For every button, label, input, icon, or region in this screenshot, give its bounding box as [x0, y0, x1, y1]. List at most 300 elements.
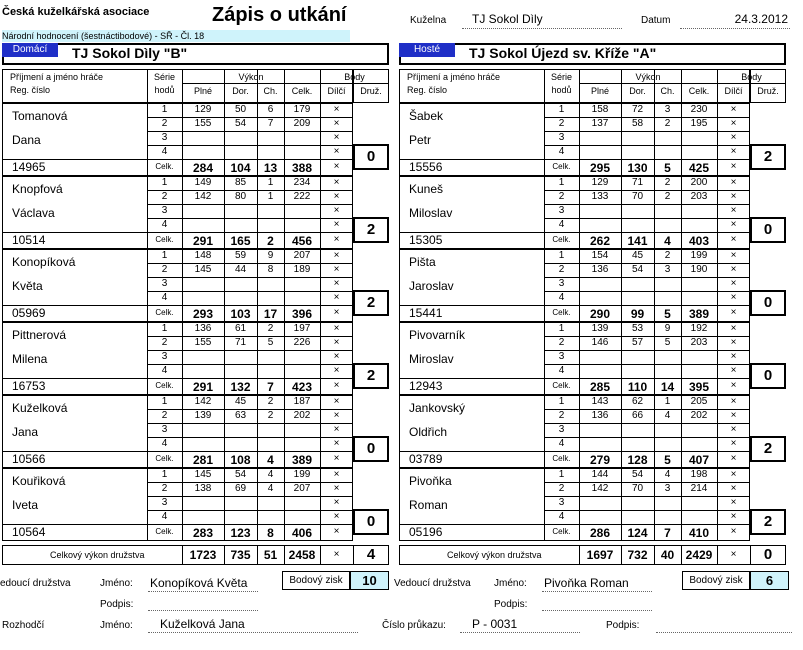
throw-cell: 4	[558, 511, 565, 522]
player-surname: Pivoňka	[409, 474, 452, 488]
throw-cell: 137	[591, 118, 609, 129]
referee-name-label: Jméno:	[100, 620, 133, 631]
subtitle-band	[2, 30, 350, 42]
dilci-cross: ×	[730, 497, 737, 508]
team-role-badge: Domácí	[2, 43, 58, 57]
dilci-cross: ×	[730, 323, 737, 334]
dilci-cross: ×	[333, 526, 340, 537]
header-subline	[182, 83, 320, 84]
dilci-cross: ×	[730, 264, 737, 275]
col-reg: Reg. číslo	[10, 85, 51, 95]
leader-sign-line	[148, 610, 258, 611]
throw-cell: 1	[161, 177, 168, 188]
dilci-cross: ×	[333, 191, 340, 202]
dilci-cross: ×	[333, 351, 340, 362]
throw-cell: 3	[161, 132, 168, 143]
throw-cell: 53	[631, 323, 644, 334]
dilci-cross: ×	[333, 469, 340, 480]
header-subline	[717, 83, 786, 84]
dilci-cross: ×	[333, 337, 340, 348]
throw-cell: 2	[558, 483, 565, 494]
player-total: 395	[688, 380, 710, 394]
throw-cell: 1	[161, 469, 168, 480]
player-total: 290	[589, 307, 611, 321]
venue-label: Kuželna	[410, 15, 447, 26]
player-total: 389	[291, 453, 313, 467]
dilci-cross: ×	[730, 146, 737, 157]
dilci-cross: ×	[730, 250, 737, 261]
throw-cell: 1	[267, 177, 274, 188]
team-total-value: 732	[627, 548, 648, 562]
total-label: Celk.	[155, 454, 174, 463]
player-points: 2	[353, 363, 389, 389]
total-label: Celk.	[552, 454, 571, 463]
dilci-cross: ×	[730, 104, 737, 115]
dilci-cross: ×	[333, 497, 340, 508]
col-body: Body	[741, 72, 762, 82]
throw-cell: 139	[194, 410, 212, 421]
player-total: 423	[291, 380, 313, 394]
player-firstname: Květa	[12, 279, 43, 293]
throw-cell: 4	[558, 146, 565, 157]
throw-cell: 2	[267, 396, 274, 407]
throw-cell: 45	[234, 396, 247, 407]
throw-cell: 202	[293, 410, 311, 421]
team-total-value: 40	[660, 548, 675, 562]
player-points: 0	[750, 290, 786, 316]
player-total: 388	[291, 161, 313, 175]
player-surname: Pivovarník	[409, 328, 466, 342]
team-role-badge: Hosté	[399, 43, 455, 57]
throw-cell: 226	[293, 337, 311, 348]
throw-cell: 3	[161, 424, 168, 435]
throw-cell: 70	[631, 483, 644, 494]
throw-cell: 9	[267, 250, 274, 261]
throw-cell: 4	[664, 469, 671, 480]
date-label: Datum	[641, 15, 671, 26]
total-label: Celk.	[552, 381, 571, 390]
dilci-cross: ×	[333, 250, 340, 261]
throw-cell: 129	[591, 177, 609, 188]
dilci-cross: ×	[333, 118, 340, 129]
dilci-cross: ×	[730, 292, 737, 303]
throw-cell: 2	[161, 483, 168, 494]
leader-sign-label: Podpis:	[100, 599, 134, 610]
dilci-cross: ×	[333, 234, 340, 245]
throw-cell: 71	[631, 177, 644, 188]
row-line	[147, 232, 353, 233]
row-line	[147, 451, 353, 452]
throw-cell: 69	[234, 483, 247, 494]
player-total: 108	[230, 453, 251, 467]
throw-cell: 2	[161, 264, 168, 275]
throw-cell: 200	[690, 177, 708, 188]
card-line	[460, 632, 580, 633]
dilci-cross: ×	[730, 219, 737, 230]
referee-label: Rozhodčí	[2, 620, 45, 631]
dilci-cross: ×	[333, 219, 340, 230]
player-reg: 12943	[409, 379, 443, 393]
player-total: 456	[291, 234, 313, 248]
player-total: 5	[664, 161, 671, 175]
throw-cell: 2	[558, 264, 565, 275]
player-firstname: Miroslav	[409, 352, 454, 366]
throw-cell: 4	[267, 483, 274, 494]
throw-cell: 54	[234, 469, 247, 480]
throw-cell: 70	[631, 191, 644, 202]
throw-cell: 190	[690, 264, 708, 275]
player-total: 425	[688, 161, 710, 175]
dilci-cross: ×	[333, 177, 340, 188]
dilci-cross: ×	[730, 438, 737, 449]
throw-cell: 2	[161, 191, 168, 202]
player-total: 279	[589, 453, 611, 467]
referee-sign-label: Podpis:	[606, 620, 640, 631]
dilci-cross: ×	[333, 104, 340, 115]
player-surname: Pišta	[409, 255, 436, 269]
throw-cell: 222	[293, 191, 311, 202]
team-total-points: 0	[763, 546, 773, 563]
player-total: 141	[627, 234, 648, 248]
dilci-cross: ×	[730, 337, 737, 348]
dilci-cross: ×	[730, 453, 737, 464]
player-points: 2	[750, 509, 786, 535]
row-line	[544, 305, 750, 306]
throw-cell: 1	[267, 191, 274, 202]
subtitle: Národní hodnocení (šestnáctibodové) - SŘ - Čl. 18	[2, 31, 205, 41]
player-total: 410	[688, 526, 710, 540]
throw-cell: 58	[631, 118, 644, 129]
col-dilci: Dílčí	[724, 86, 743, 96]
dilci-cross: ×	[333, 132, 340, 143]
header-subline	[579, 83, 717, 84]
player-surname: Kuželková	[12, 401, 68, 415]
dilci-cross: ×	[730, 205, 737, 216]
score-value: 10	[350, 571, 389, 590]
card-label: Číslo průkazu:	[382, 620, 446, 631]
throw-cell: 3	[558, 351, 565, 362]
card-number: P - 0031	[472, 617, 518, 631]
throw-cell: 209	[293, 118, 311, 129]
leader-sign-line	[542, 610, 652, 611]
col-serie-2: hodů	[551, 85, 572, 95]
throw-cell: 4	[558, 292, 565, 303]
team-total-points: 4	[366, 546, 376, 563]
player-total: 295	[589, 161, 611, 175]
throw-cell: 2	[558, 410, 565, 421]
player-points: 2	[353, 217, 389, 243]
col-body: Body	[344, 72, 365, 82]
throw-cell: 187	[293, 396, 311, 407]
dilci-cross: ×	[333, 424, 340, 435]
throw-cell: 3	[664, 483, 671, 494]
row-line	[544, 159, 750, 160]
col-player: Příjmení a jméno hráče	[407, 72, 501, 82]
col-vykon: Výkon	[635, 72, 661, 82]
throw-cell: 149	[194, 177, 212, 188]
player-firstname: Miloslav	[409, 206, 453, 220]
throw-cell: 4	[161, 438, 168, 449]
player-total: 13	[263, 161, 278, 175]
total-label: Celk.	[155, 308, 174, 317]
throw-cell: 4	[558, 438, 565, 449]
col-serie-2: hodů	[154, 85, 175, 95]
throw-cell: 1	[161, 396, 168, 407]
header-subline	[320, 83, 389, 84]
player-total: 396	[291, 307, 313, 321]
throw-cell: 142	[194, 191, 212, 202]
throw-cell: 2	[161, 410, 168, 421]
throw-cell: 129	[194, 104, 212, 115]
referee-name: Kuželková Jana	[160, 617, 245, 631]
throw-cell: 3	[161, 497, 168, 508]
dilci-cross: ×	[730, 380, 737, 391]
dilci-cross: ×	[333, 511, 340, 522]
throw-cell: 199	[690, 250, 708, 261]
player-total: 291	[192, 234, 214, 248]
throw-cell: 136	[591, 410, 609, 421]
player-firstname: Jana	[12, 425, 39, 439]
row-line	[544, 232, 750, 233]
player-surname: Jankovský	[409, 401, 466, 415]
referee-sign-line	[656, 632, 792, 633]
player-total: 5	[664, 453, 671, 467]
player-total: 17	[263, 307, 278, 321]
team-name: TJ Sokol Újezd sv. Kříže "A"	[469, 45, 657, 61]
throw-cell: 1	[558, 469, 565, 480]
throw-cell: 9	[664, 323, 671, 334]
dilci-cross: ×	[730, 511, 737, 522]
throw-cell: 198	[690, 469, 708, 480]
total-label: Celk.	[155, 235, 174, 244]
throw-cell: 71	[234, 337, 247, 348]
throw-cell: 50	[234, 104, 247, 115]
throw-cell: 6	[267, 104, 274, 115]
throw-cell: 1	[558, 396, 565, 407]
player-total: 284	[192, 161, 214, 175]
throw-cell: 3	[664, 104, 671, 115]
dilci-cross: ×	[333, 323, 340, 334]
throw-cell: 3	[664, 264, 671, 275]
throw-cell: 85	[234, 177, 247, 188]
throw-cell: 1	[161, 104, 168, 115]
dilci-cross: ×	[730, 469, 737, 480]
leader-label: edoucí družstva	[0, 578, 71, 589]
throw-cell: 2	[664, 177, 671, 188]
leader-name: Konopíková Květa	[150, 576, 248, 590]
player-total: 99	[630, 307, 645, 321]
player-total: 124	[627, 526, 648, 540]
dilci-cross: ×	[730, 132, 737, 143]
team-name: TJ Sokol Dìly "B"	[72, 45, 188, 61]
throw-cell: 2	[161, 118, 168, 129]
throw-cell: 155	[194, 337, 212, 348]
throw-cell: 62	[631, 396, 644, 407]
player-total: 4	[664, 234, 671, 248]
throw-cell: 145	[194, 469, 212, 480]
player-reg: 10564	[12, 525, 46, 539]
player-reg: 10514	[12, 233, 46, 247]
player-total: 132	[230, 380, 251, 394]
throw-cell: 1	[664, 396, 671, 407]
dilci-cross: ×	[333, 307, 340, 318]
dilci-cross: ×	[730, 191, 737, 202]
player-reg: 15556	[409, 160, 443, 174]
throw-cell: 3	[161, 351, 168, 362]
row-line	[147, 159, 353, 160]
throw-cell: 44	[234, 264, 247, 275]
throw-cell: 138	[194, 483, 212, 494]
page-title: Zápis o utkání	[212, 4, 347, 26]
throw-cell: 203	[690, 191, 708, 202]
dilci-cross: ×	[333, 410, 340, 421]
throw-cell: 4	[161, 292, 168, 303]
score-value: 6	[750, 571, 789, 590]
leader-name-line	[542, 591, 652, 592]
player-total: 285	[589, 380, 611, 394]
player-reg: 16753	[12, 379, 46, 393]
player-reg: 10566	[12, 452, 46, 466]
player-reg: 05196	[409, 525, 443, 539]
player-total: 293	[192, 307, 214, 321]
throw-cell: 4	[558, 365, 565, 376]
throw-cell: 142	[194, 396, 212, 407]
dilci-cross: ×	[333, 483, 340, 494]
throw-cell: 142	[591, 483, 609, 494]
player-total: 403	[688, 234, 710, 248]
throw-cell: 5	[267, 337, 274, 348]
venue-value: TJ Sokol Dìly	[472, 12, 543, 26]
team-total-value: 2429	[685, 548, 713, 562]
throw-cell: 3	[558, 132, 565, 143]
throw-cell: 3	[558, 424, 565, 435]
row-line	[147, 378, 353, 379]
throw-cell: 155	[194, 118, 212, 129]
row-line	[147, 524, 353, 525]
throw-cell: 1	[558, 177, 565, 188]
player-total: 123	[230, 526, 251, 540]
player-total: 2	[267, 234, 274, 248]
throw-cell: 2	[558, 337, 565, 348]
throw-cell: 5	[664, 337, 671, 348]
row-line	[544, 524, 750, 525]
player-total: 291	[192, 380, 214, 394]
player-total: 283	[192, 526, 214, 540]
dilci-cross: ×	[730, 396, 737, 407]
throw-cell: 2	[664, 191, 671, 202]
col-player: Příjmení a jméno hráče	[10, 72, 104, 82]
throw-cell: 8	[267, 264, 274, 275]
throw-cell: 192	[690, 323, 708, 334]
dilci-cross: ×	[333, 365, 340, 376]
leader-name: Pivoňka Roman	[544, 576, 629, 590]
dilci-cross: ×	[333, 396, 340, 407]
player-surname: Pittnerová	[12, 328, 67, 342]
dilci-cross: ×	[333, 453, 340, 464]
dilci-cross: ×	[333, 380, 340, 391]
team-total-value: 1723	[189, 548, 217, 562]
team-total-value: 2458	[288, 548, 316, 562]
throw-cell: 63	[234, 410, 247, 421]
col-dilci: Dílčí	[327, 86, 346, 96]
player-surname: Kuneš	[409, 182, 444, 196]
total-label: Celk.	[552, 308, 571, 317]
throw-cell: 1	[558, 250, 565, 261]
throw-cell: 2	[558, 191, 565, 202]
dilci-cross: ×	[730, 365, 737, 376]
dilci-cross: ×	[333, 292, 340, 303]
throw-cell: 214	[690, 483, 708, 494]
throw-cell: 3	[161, 278, 168, 289]
throw-cell: 2	[267, 410, 274, 421]
col-druz: Druž.	[360, 86, 382, 96]
throw-cell: 234	[293, 177, 311, 188]
team-name-box	[2, 43, 389, 65]
col-ch: Ch.	[263, 86, 278, 96]
leader-label: Vedoucí družstva	[394, 578, 471, 589]
row-line	[147, 305, 353, 306]
throw-cell: 54	[631, 469, 644, 480]
player-total: 165	[230, 234, 251, 248]
throw-cell: 4	[161, 219, 168, 230]
dilci-cross: ×	[730, 307, 737, 318]
player-total: 262	[589, 234, 611, 248]
throw-cell: 4	[161, 365, 168, 376]
dilci-cross: ×	[730, 118, 737, 129]
player-total: 103	[230, 307, 251, 321]
player-total: 7	[267, 380, 274, 394]
player-firstname: Roman	[409, 498, 448, 512]
throw-cell: 54	[234, 118, 247, 129]
player-total: 8	[267, 526, 274, 540]
col-serie: Série	[153, 72, 175, 82]
player-firstname: Iveta	[12, 498, 39, 512]
col-celk: Celk.	[291, 86, 313, 96]
player-points: 2	[750, 144, 786, 170]
player-total: 4	[267, 453, 274, 467]
dilci-cross: ×	[730, 234, 737, 245]
dilci-cross: ×	[730, 351, 737, 362]
player-total: 389	[688, 307, 710, 321]
player-total: 407	[688, 453, 710, 467]
throw-cell: 207	[293, 250, 311, 261]
throw-cell: 4	[267, 469, 274, 480]
dilci-cross: ×	[730, 424, 737, 435]
throw-cell: 3	[558, 497, 565, 508]
throw-cell: 145	[194, 264, 212, 275]
player-reg: 14965	[12, 160, 46, 174]
throw-cell: 199	[293, 469, 311, 480]
date-line	[680, 28, 790, 29]
throw-cell: 179	[293, 104, 311, 115]
throw-cell: 189	[293, 264, 311, 275]
col-plne: Plné	[193, 86, 212, 96]
throw-cell: 195	[690, 118, 708, 129]
col-vykon: Výkon	[238, 72, 264, 82]
org-name: Česká kuželkářská asociace	[2, 6, 150, 18]
dilci-cross: ×	[730, 177, 737, 188]
player-points: 0	[750, 363, 786, 389]
col-serie: Série	[550, 72, 572, 82]
dilci-cross: ×	[333, 146, 340, 157]
score-label: Bodový zisk	[282, 571, 350, 590]
player-firstname: Petr	[409, 133, 432, 147]
team-total-label: Celkový výkon družstva	[447, 550, 542, 560]
player-reg: 05969	[12, 306, 46, 320]
throw-cell: 2	[558, 118, 565, 129]
throw-cell: 61	[234, 323, 247, 334]
player-surname: Knopfová	[12, 182, 63, 196]
